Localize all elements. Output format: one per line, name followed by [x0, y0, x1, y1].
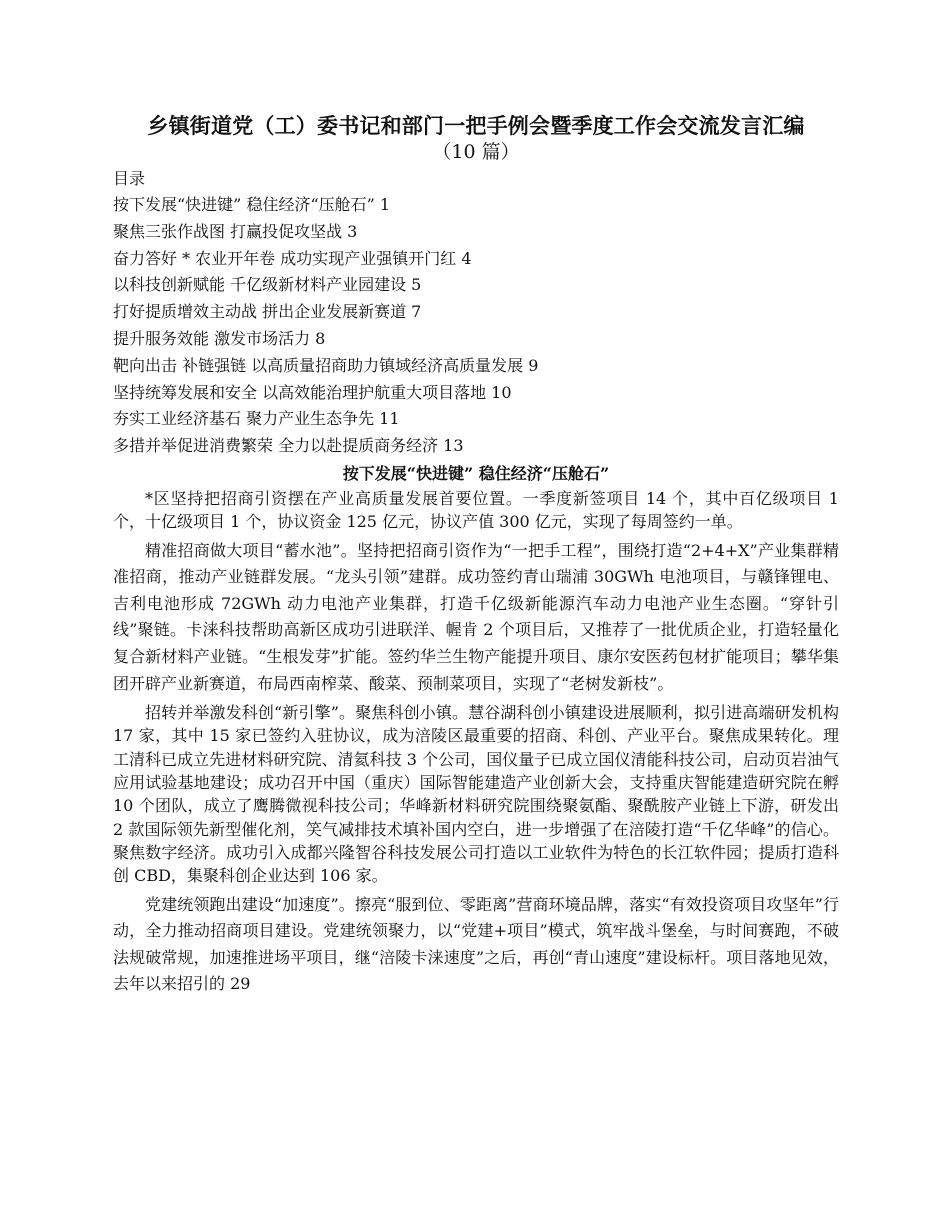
toc-entry: 提升服务效能 激发市场活力 8 — [113, 328, 326, 348]
document-title: 乡镇街道党（工）委书记和部门一把手例会暨季度工作会交流发言汇编 — [147, 113, 805, 138]
toc-entry: 坚持统筹发展和安全 以高效能治理护航重大项目落地 10 — [113, 382, 512, 402]
table-of-contents — [113, 192, 839, 460]
body-paragraph: 精准招商做大项目“蓄水池”。坚持把招商引资作为“一把手工程”，围绕打造“2+4+X”产业集群精准招商，推动产业链群发展。“龙头引领”建群。成功签约青山瑞浦 30GWh 电池项目，与赣锋锂电、吉利电池形成 72GWh 动力电池产业集群，打造千亿级新能源汽车动力电池产业生态圈。“穿针引线”聚链。卡涞科技帮助高新区成功引进联洋、幄肯 2 个项目后，又推荐了一批优质企业，打造轻量化复合新材料产业链。“生根发芽”扩能。签约华兰生物产能提升项目、康尔安医药包材扩能项目；攀华集团开辟产业新赛道，布局西南榨菜、酸菜、预制菜项目，实现了“老树发新枝”。 — [113, 540, 839, 693]
toc-entry: 按下发展“快进键” 稳住经济“压舱石” 1 — [113, 195, 391, 214]
toc-entry: 多措并举促进消费繁荣 全力以赴提质商务经济 13 — [113, 436, 464, 456]
document-subtitle: （10 篇） — [432, 141, 520, 163]
toc-entry: 以科技创新赋能 千亿级新材料产业园建设 5 — [113, 275, 422, 295]
body-paragraph: 党建统领跑出建设“加速度”。擦亮“服到位、零距离”营商环境品牌，落实“有效投资项目攻坚年”行动，全力推动招商项目建设。党建统领聚力，以“党建+项目”模式，筑牢战斗堡垒，与时间赛跑，不破法规破常规，加速推进场平项目，继“涪陵卡涞速度”之后，再创“青山速度”建设标杆。项目落地见效，去年以来招引的 29 — [113, 894, 839, 994]
section-title: 按下发展“快进键” 稳住经济“压舱石” — [342, 463, 610, 483]
body-paragraph: 招转并举激发科创“新引擎”。聚焦科创小镇。慧谷湖科创小镇建设进展顺利，拟引进高端研发机构 17 家，其中 15 家已签约入驻协议，成为涪陵区最重要的招商、科创、产业平台。聚焦成果转化。理工清科已成立先进材料研究院、清氦科技 3 个公司，国仪量子已成立国仪清能科技公司，启动页岩油气应用试验基地建设；成功召开中国（重庆）国际智能建造产业创新大会，支持重庆智能建造研究院在孵 10 个团队，成立了鹰腾微视科技公司；华峰新材料研究院围绕聚氨酯、聚酰胺产业链上下游，研发出 2 款国际领先新型催化剂，笑气减排技术填补国内空白，进一步增强了在涪陵打造“千亿华峰”的信心。聚焦数字经济。成功引入成都兴隆智谷科技发展公司打造以工业软件为特色的长江软件园；提质打造科创 CBD，集聚科创企业达到 106 家。 — [113, 703, 839, 886]
toc-entry: 聚焦三张作战图 打赢投促攻坚战 3 — [113, 221, 358, 241]
toc-entry: 打好提质增效主动战 拼出企业发展新赛道 7 — [113, 302, 422, 322]
document-page — [113, 112, 839, 1002]
toc-entry: 夯实工业经济基石 聚力产业生态争先 11 — [113, 409, 400, 429]
toc-entry: 奋力答好 * 农业开年卷 成功实现产业强镇开门红 4 — [113, 248, 472, 268]
toc-heading: 目录 — [113, 169, 146, 188]
toc-entry: 靶向出击 补链强链 以高质量招商助力镇域经济高质量发展 9 — [113, 355, 539, 375]
body-paragraph: *区坚持把招商引资摆在产业高质量发展首要位置。一季度新签项目 14 个，其中百亿级项目 1 个，十亿级项目 1 个，协议资金 125 亿元，协议产值 300 亿元，实现了每周签约一单。 — [113, 488, 839, 532]
